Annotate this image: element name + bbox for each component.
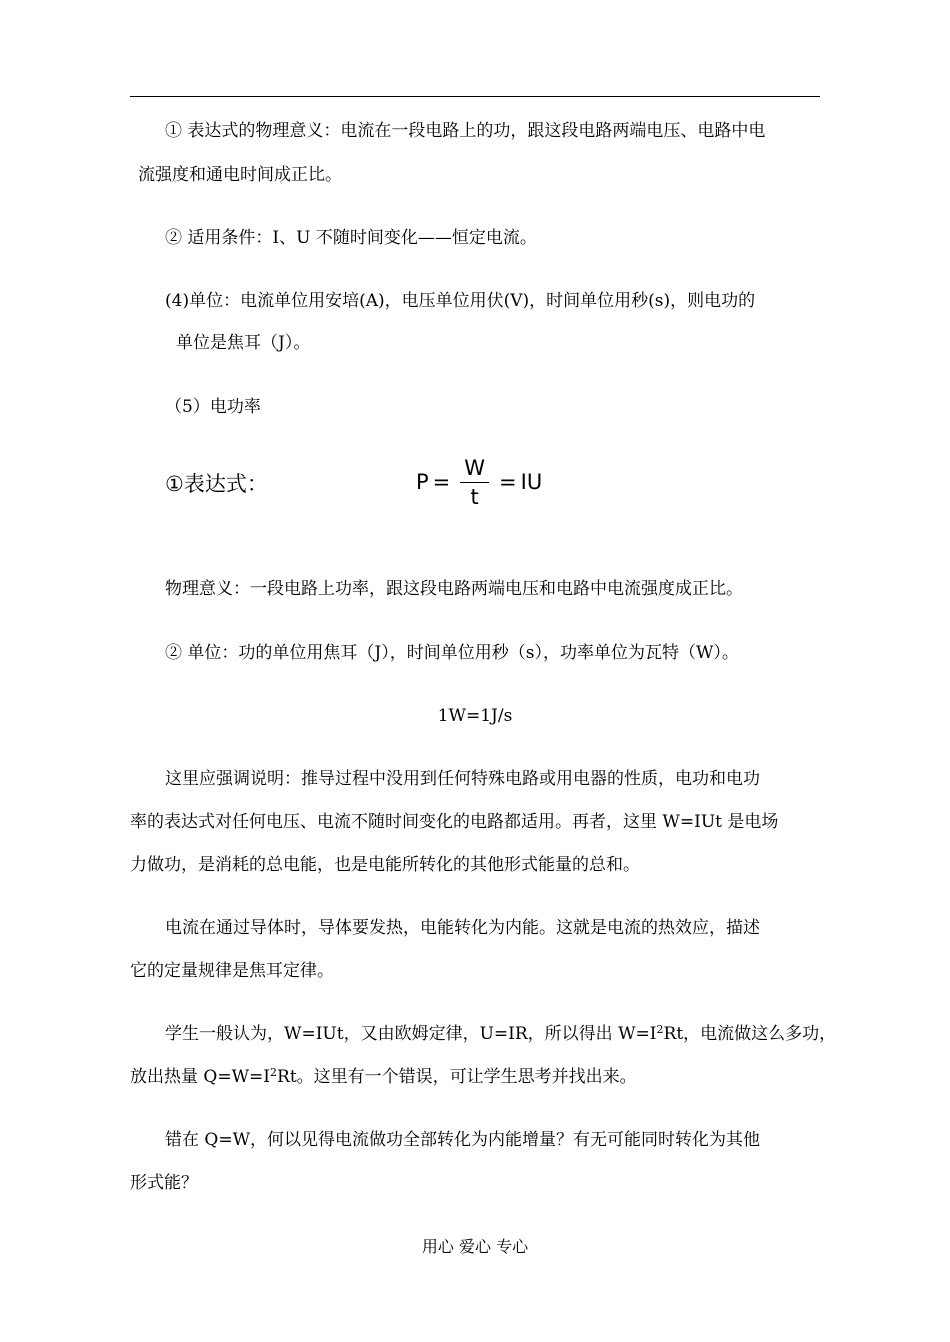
paragraph-9-line-1: 电流在通过导体时，导体要发热，电能转化为内能。这就是电流的热效应，描述 [165,918,760,938]
paragraph-6: ② 单位：功的单位用焦耳（J），时间单位用秒（s），功率单位为瓦特（W）。 [165,643,739,663]
section-heading-power: （5）电功率 [165,397,261,417]
paragraph-8-line-3: 力做功，是消耗的总电能，也是电能所转化的其他形式能量的总和。 [130,855,640,875]
formula-lhs: P [416,470,429,494]
paragraph-2: ② 适用条件：I、U 不随时间变化——恒定电流。 [165,228,537,248]
paragraph-10-line-2-part-b: Rt。这里有一个错误，可让学生思考并找出来。 [277,1067,637,1087]
unit-equation: 1W=1J/s [437,706,513,726]
paragraph-11-line-2: 形式能？ [130,1173,198,1193]
paragraph-5: 物理意义：一段电路上功率，跟这段电路两端电压和电路中电流强度成正比。 [165,579,743,599]
page-footer: 用心 爱心 专心 [421,1237,529,1256]
paragraph-1-line-2: 流强度和通电时间成正比。 [138,165,342,185]
formula-label: ①表达式： [165,472,268,496]
superscript-2: 2 [270,1066,278,1079]
paragraph-10-line-2-part-a: 放出热量 Q=W=I [130,1067,271,1087]
paragraph-10-line-2 [130,1066,637,1088]
paragraph-10-line-1-part-b: Rt，电流做这么多功， [663,1024,837,1044]
formula-fraction [460,456,489,509]
formula-equals-1: = [432,470,451,494]
header-rule [130,96,820,97]
paragraph-9-line-2: 它的定量规律是焦耳定律。 [130,961,334,981]
paragraph-1-line-1: ① 表达式的物理意义：电流在一段电路上的功，跟这段电路两端电压、电路中电 [165,121,766,141]
paragraph-3-line-2: 单位是焦耳（J）。 [176,333,311,353]
paragraph-8-line-1: 这里应强调说明：推导过程中没用到任何特殊电路或用电器的性质，电功和电功 [165,769,760,789]
power-formula [416,452,542,512]
paragraph-10-line-1-part-a: 学生一般认为，W=IUt，又由欧姆定律，U=IR，所以得出 W=I [165,1024,657,1044]
paragraph-10-line-1 [165,1023,836,1045]
formula-rhs: IU [520,470,543,494]
fraction-denominator: t [470,484,479,509]
superscript-2: 2 [656,1023,664,1036]
paragraph-11-line-1: 错在 Q=W，何以见得电流做功全部转化为内能增量？有无可能同时转化为其他 [165,1130,761,1150]
paragraph-3-line-1: (4)单位：电流单位用安培(A)，电压单位用伏(V)，时间单位用秒(s)，则电功的 [165,291,756,311]
fraction-numerator: W [460,456,489,483]
formula-equals-2: = [499,470,517,494]
paragraph-8-line-2: 率的表达式对任何电压、电流不随时间变化的电路都适用。再者，这里 W=IUt 是电场 [130,812,779,832]
